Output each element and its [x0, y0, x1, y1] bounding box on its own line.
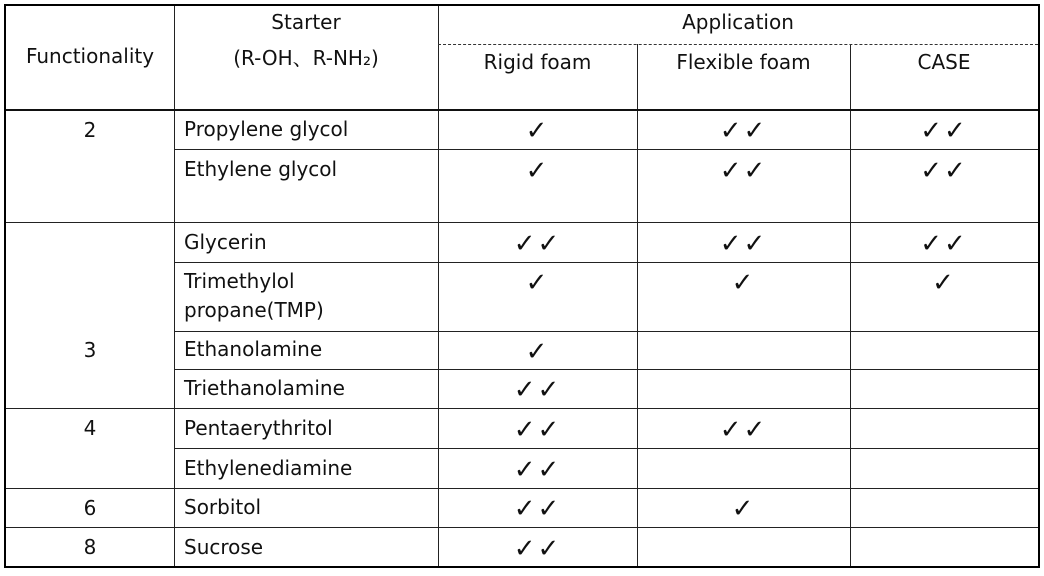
row-divider [174, 369, 1038, 370]
flexible-foam-check: ✓✓ [719, 229, 768, 259]
row-divider [6, 488, 1038, 489]
flexible-foam-check: ✓ [731, 494, 756, 524]
header-starter-line2: (R-OH、R-NH₂) [233, 46, 379, 70]
functionality-value: 4 [83, 416, 97, 440]
starter-name: Sorbitol [184, 495, 262, 519]
row-divider [174, 331, 1038, 332]
starter-name: Ethanolamine [184, 337, 323, 361]
header-case: CASE [917, 50, 971, 74]
header-flexible-foam: Flexible foam [676, 50, 811, 74]
rigid-foam-check: ✓ [525, 268, 550, 298]
functionality-value: 8 [83, 535, 97, 559]
case-check: ✓✓ [920, 229, 968, 259]
rigid-foam-check: ✓✓ [513, 375, 562, 405]
row-divider [6, 408, 1038, 409]
flexible-foam-check: ✓✓ [719, 415, 768, 445]
row-divider [174, 149, 1038, 150]
starter-name-line1: Trimethylol [184, 269, 295, 293]
flexible-foam-check: ✓✓ [719, 156, 768, 186]
starter-name: Pentaerythritol [184, 416, 333, 440]
case-check: ✓ [932, 268, 956, 298]
case-check: ✓✓ [920, 116, 968, 146]
row-divider [174, 448, 1038, 449]
rigid-foam-check: ✓ [525, 156, 550, 186]
data-table [4, 4, 1040, 568]
rigid-foam-check: ✓✓ [513, 534, 562, 564]
functionality-value: 6 [83, 496, 97, 520]
row-divider [174, 262, 1038, 263]
starter-name: Triethanolamine [184, 376, 345, 400]
starter-name: Ethylene glycol [184, 157, 338, 181]
rigid-foam-check: ✓✓ [513, 494, 562, 524]
starter-name: Sucrose [184, 535, 264, 559]
row-divider [6, 527, 1038, 528]
rigid-foam-check: ✓ [525, 337, 550, 367]
starter-name: Glycerin [184, 230, 267, 254]
header-rigid-foam: Rigid foam [483, 50, 592, 74]
starter-name: Propylene glycol [184, 117, 349, 141]
application-divider [438, 44, 1038, 45]
rigid-foam-check: ✓ [525, 116, 550, 146]
flexible-foam-check: ✓ [731, 268, 756, 298]
functionality-value: 3 [83, 338, 97, 362]
row-divider [6, 222, 1038, 223]
flexible-foam-check: ✓✓ [719, 116, 768, 146]
functionality-value: 2 [83, 118, 97, 142]
header-functionality: Functionality [25, 44, 155, 68]
header-starter-line1: Starter [271, 10, 341, 34]
starter-name: Ethylenediamine [184, 456, 353, 480]
header-application: Application [682, 10, 794, 34]
rigid-foam-check: ✓✓ [513, 229, 562, 259]
case-check: ✓✓ [920, 156, 968, 186]
starter-name-line2: propane(TMP) [184, 298, 324, 322]
rigid-foam-check: ✓✓ [513, 455, 562, 485]
col-divider [174, 6, 175, 566]
rigid-foam-check: ✓✓ [513, 415, 562, 445]
header-bottom-rule [6, 109, 1038, 111]
